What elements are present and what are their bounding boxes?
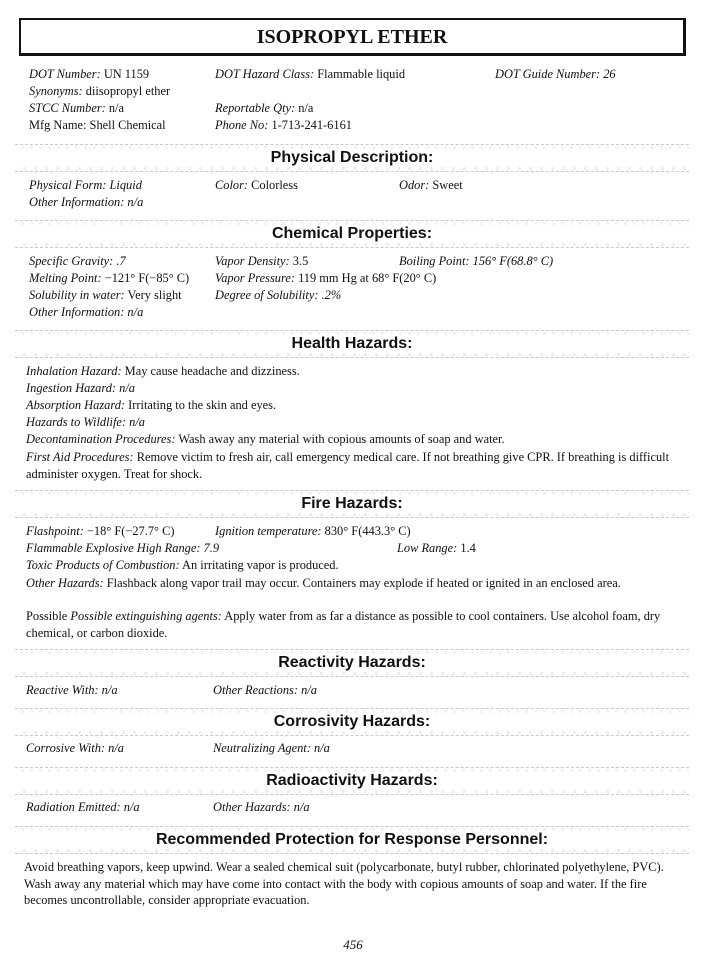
ignition-temperature <box>215 524 411 539</box>
vapor-density <box>215 254 308 269</box>
stcc-value: n/a <box>105 101 125 115</box>
other-radiation-hazards: Other Hazards: n/a <box>213 800 310 814</box>
chemical-other-info: Other Information: n/a <box>29 305 144 319</box>
dot-number <box>29 67 149 82</box>
solubility-value: Very slight <box>124 288 182 302</box>
solubility-label: Solubility in water: <box>29 288 125 302</box>
extinguishing-agents <box>26 608 686 641</box>
flammable-high-range: Flammable Explosive High Range: 7.9 <box>26 541 220 555</box>
corrosivity-heading: Corrosivity Hazards: <box>273 713 431 730</box>
dot-number-value: UN 1159 <box>100 67 150 81</box>
odor-label: Odor: <box>399 178 430 192</box>
color-value: Colorless <box>248 178 298 192</box>
inhalation-label: Inhalation Hazard: <box>26 364 122 378</box>
reactivity-heading: Reactivity Hazards: <box>278 654 426 671</box>
low-range-value: 1.4 <box>457 541 476 555</box>
synonyms-value: diisopropyl ether <box>82 84 171 98</box>
vapor-pressure-value: 119 mm Hg at 68° F(20° C) <box>294 271 437 285</box>
odor <box>399 178 463 193</box>
toxic-label: Toxic Products of Combustion: <box>26 558 180 572</box>
ext-prefix: Possible <box>26 609 71 623</box>
wildlife-hazards: Hazards to Wildlife: n/a <box>26 415 145 429</box>
reportable-value: n/a <box>295 101 314 115</box>
corrosive-with: Corrosive With: n/a <box>26 741 124 755</box>
protection-heading: Recommended Protection for Response Personnel: <box>155 831 549 848</box>
phone-value: 1-713-241-6161 <box>268 118 352 132</box>
mfg-name: Mfg Name: Shell Chemical <box>29 118 166 132</box>
other-fire-hazards <box>26 575 686 592</box>
vapor-pressure <box>215 271 436 286</box>
fire-heading: Fire Hazards: <box>301 495 403 512</box>
inhalation-hazard <box>26 364 300 379</box>
physical-other-info: Other Information: n/a <box>29 195 144 209</box>
vapor-density-label: Vapor Density: <box>215 254 290 268</box>
phone-label: Phone No: <box>215 118 269 132</box>
other-reactions: Other Reactions: n/a <box>213 683 317 697</box>
melting-point-label: Melting Point: <box>29 271 102 285</box>
neutralizing-agent: Neutralizing Agent: n/a <box>213 741 330 755</box>
ext-value: Apply water from as far a distance as possible to cool containers. Use alcohol foam, dry chemical, or carbon dioxide. <box>26 609 661 640</box>
absorption-value: Irritating to the skin and eyes. <box>125 398 277 412</box>
decon-value: Wash away any material with copious amounts of soap and water. <box>175 432 505 446</box>
odor-value: Sweet <box>429 178 463 192</box>
vapor-pressure-label: Vapor Pressure: <box>215 271 295 285</box>
flashpoint <box>26 524 175 539</box>
specific-gravity: Specific Gravity: .7 <box>29 254 126 268</box>
absorption-hazard <box>26 398 276 413</box>
absorption-label: Absorption Hazard: <box>26 398 126 412</box>
dot-guide-number <box>495 67 616 82</box>
degree-of-solubility: Degree of Solubility: .2% <box>215 288 342 302</box>
ignition-label: Ignition temperature: <box>215 524 322 538</box>
health-heading: Health Hazards: <box>291 335 413 352</box>
flashpoint-label: Flashpoint: <box>26 524 84 538</box>
guide-number-label: DOT Guide Number: <box>495 67 601 81</box>
document-title: ISOPROPYL ETHER <box>19 18 686 56</box>
synonyms <box>29 84 170 99</box>
decontamination-procedures <box>26 432 505 447</box>
stcc-label: STCC Number: <box>29 101 106 115</box>
color <box>215 178 298 193</box>
reactive-with: Reactive With: n/a <box>26 683 118 697</box>
dot-number-label: DOT Number: <box>29 67 101 81</box>
synonyms-label: Synonyms: <box>29 84 83 98</box>
hazard-class-label: DOT Hazard Class: <box>215 67 315 81</box>
toxic-value: An irritating vapor is produced. <box>179 558 339 572</box>
reportable-qty <box>215 101 313 116</box>
chemical-heading: Chemical Properties: <box>271 225 433 242</box>
inhalation-value: May cause headache and dizziness. <box>121 364 300 378</box>
page-number: 456 <box>343 937 363 952</box>
vapor-density-value: 3.5 <box>289 254 309 268</box>
boiling-point: Boiling Point: 156° F(68.8° C) <box>399 254 554 268</box>
low-range-label: Low Range: <box>397 541 458 555</box>
ingestion-hazard: Ingestion Hazard: n/a <box>26 381 135 395</box>
melting-point-value: −121° F(−85° C) <box>101 271 190 285</box>
stcc-number <box>29 101 124 116</box>
firstaid-value: Remove victim to fresh air, call emergency medical care. If not breathing give CPR. If breathing is difficult administer oxygen. Treat for shock. <box>26 450 670 481</box>
hazard-class-value: Flammable liquid <box>314 67 406 81</box>
first-aid-procedures <box>26 449 686 482</box>
physical-heading: Physical Description: <box>270 149 434 166</box>
flammable-low-range <box>397 541 476 556</box>
other-fire-value: Flashback along vapor trail may occur. Containers may explode if heated or ignited in an enclosed area. <box>103 576 621 590</box>
firstaid-label: First Aid Procedures: <box>26 450 134 464</box>
physical-form: Physical Form: Liquid <box>29 178 142 192</box>
radiation-emitted: Radiation Emitted: n/a <box>26 800 140 814</box>
decon-label: Decontamination Procedures: <box>26 432 176 446</box>
radioactivity-heading: Radioactivity Hazards: <box>266 772 438 789</box>
ext-label: Possible extinguishing agents: <box>70 609 222 623</box>
phone-number <box>215 118 352 133</box>
flashpoint-value: −18° F(−27.7° C) <box>83 524 175 538</box>
protection-text: Avoid breathing vapors, keep upwind. Wear a sealed chemical suit (polycarbonate, butyl rubber, chlorinated polyethylene, PVC). Wash away any material which may have come into contact with the body with copious amounts of soap and water. If the fire becomes uncontrollable, consider appropriate evacuation. <box>24 860 664 907</box>
reportable-label: Reportable Qty: <box>215 101 296 115</box>
dot-hazard-class <box>215 67 405 82</box>
guide-number-value: 26 <box>600 67 616 81</box>
other-fire-label: Other Hazards: <box>26 576 104 590</box>
ignition-value: 830° F(443.3° C) <box>321 524 411 538</box>
toxic-products <box>26 558 339 573</box>
color-label: Color: <box>215 178 249 192</box>
solubility <box>29 288 182 303</box>
melting-point <box>29 271 189 286</box>
